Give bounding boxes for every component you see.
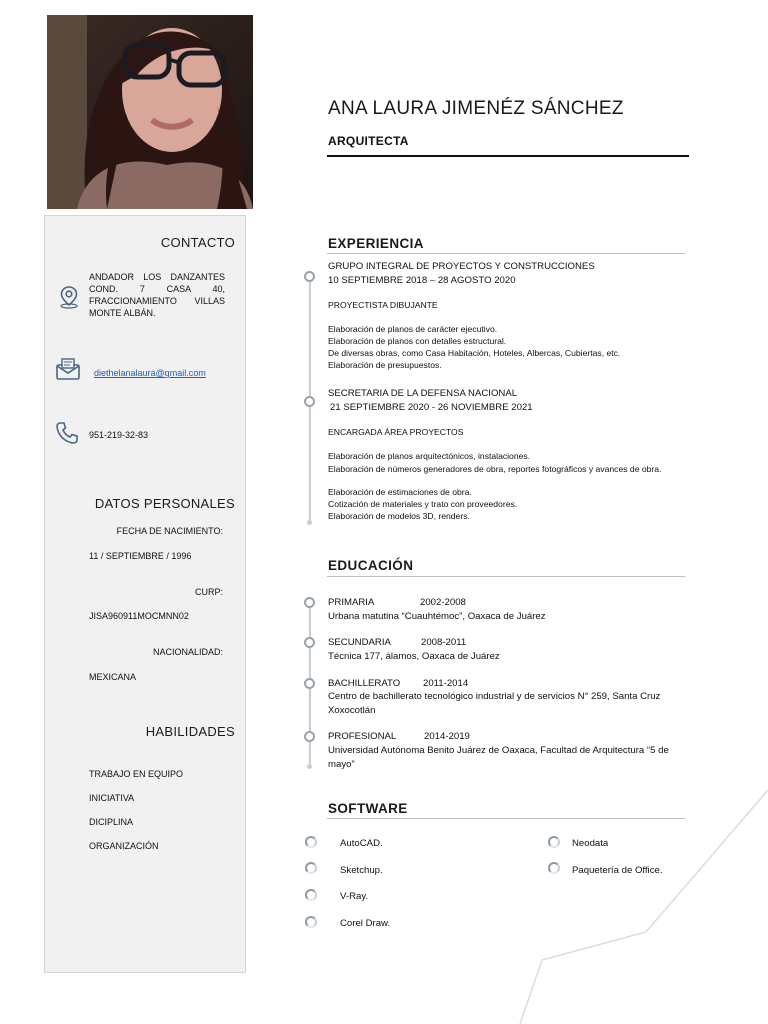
timeline-end — [307, 520, 312, 525]
nationality-value: MEXICANA — [89, 672, 137, 682]
birth-date-value: 11 / SEPTIEMBRE / 1996 — [89, 551, 192, 561]
birth-date-label: FECHA DE NACIMIENTO: — [116, 526, 223, 536]
software-bullet — [305, 916, 317, 928]
job-task: Elaboración de planos de carácter ejecutivo. — [328, 324, 498, 334]
title-divider — [327, 155, 689, 157]
education-school: Urbana matutina “Cuauhtémoc”, Oaxaca de Juárez — [328, 611, 546, 622]
software-bullet — [305, 836, 317, 848]
timeline-dot — [304, 678, 315, 689]
education-years: 2008-2011 — [421, 637, 467, 648]
job-dates: 21 SEPTIEMBRE 2020 - 26 NOVIEMBRE 2021 — [330, 402, 533, 413]
software-title: SOFTWARE — [328, 801, 408, 816]
skill-item: INICIATIVA — [89, 793, 135, 803]
education-years: 2002-2008 — [420, 597, 466, 608]
job-task: Elaboración de números generadores de obra, reportes fotográficos y avances de obra. — [328, 464, 662, 474]
full-name: ANA LAURA JIMENÉZ SÁNCHEZ — [328, 98, 624, 119]
email-link[interactable]: diethelanalaura@gmail.com — [94, 368, 206, 378]
software-item: Sketchup. — [340, 865, 383, 876]
experience-title: EXPERIENCIA — [328, 236, 424, 251]
address-text: ANDADOR LOS DANZANTES COND. 7 CASA 40, FRACCIONAMIENTO VILLAS MONTE ALBÁN. — [89, 272, 225, 318]
education-level: SECUNDARIA — [328, 637, 391, 648]
timeline-dot — [304, 396, 315, 407]
education-years: 2011-2014 — [423, 678, 469, 689]
education-school: Centro de bachillerato tecnológico industrial y de servicios N° 259, Santa Cruz Xoxocotlán — [328, 691, 661, 716]
personal-data-title: DATOS PERSONALES — [94, 496, 235, 511]
software-item: AutoCAD. — [340, 838, 383, 849]
software-item: Corel Draw. — [340, 918, 391, 929]
job-company: SECRETARIA DE LA DEFENSA NACIONAL — [328, 388, 518, 399]
sidebar — [44, 215, 246, 973]
job-dates: 10 SEPTIEMBRE 2018 – 28 AGOSTO 2020 — [328, 275, 516, 286]
skill-item: TRABAJO EN EQUIPO — [89, 769, 184, 779]
job-task: Elaboración de presupuestos. — [328, 360, 442, 370]
phone-text: 951-219-32-83 — [89, 430, 149, 440]
software-bullet — [305, 889, 317, 901]
software-bullet — [305, 862, 317, 874]
education-level: PROFESIONAL — [328, 731, 397, 742]
job-company: GRUPO INTEGRAL DE PROYECTOS Y CONSTRUCCIONES — [328, 261, 595, 272]
job-task: Elaboración de planos con detalles estructural. — [328, 336, 507, 346]
timeline-dot — [304, 597, 315, 608]
job-position: PROYECTISTA DIBUJANTE — [328, 300, 438, 310]
job-task: De diversas obras, como Casa Habitación, Hoteles, Albercas, Cubiertas, etc. — [328, 348, 621, 358]
software-item: Neodata — [572, 838, 609, 849]
education-level: PRIMARIA — [328, 597, 375, 608]
education-school: Universidad Autónoma Benito Juárez de Oaxaca, Facultad de Arquitectura “5 de mayo” — [328, 745, 669, 770]
curp-label: CURP: — [194, 587, 223, 597]
education-school: Técnica 177, álamos, Oaxaca de Juárez — [328, 651, 500, 662]
skills-title: HABILIDADES — [145, 724, 235, 739]
contact-title: CONTACTO — [160, 235, 235, 250]
nationality-label: NACIONALIDAD: — [152, 647, 223, 657]
education-divider — [327, 576, 685, 577]
curp-value: JISA960911MOCMNN02 — [89, 611, 189, 621]
job-task: Elaboración de estimaciones de obra. — [328, 487, 472, 497]
decorative-lines — [500, 780, 768, 1024]
job-task: Elaboración de planos arquitectónicos, instalaciones. — [328, 451, 531, 461]
email-icon — [55, 357, 81, 386]
timeline-dot — [304, 731, 315, 742]
experience-divider — [327, 253, 685, 254]
skill-item: DICIPLINA — [89, 817, 134, 827]
education-years: 2014-2019 — [424, 731, 470, 742]
job-task: Elaboración de modelos 3D, renders. — [328, 511, 470, 521]
skill-item: ORGANIZACIÓN — [89, 841, 159, 851]
location-pin-icon — [58, 285, 80, 314]
timeline-dot — [304, 271, 315, 282]
profile-photo — [47, 15, 253, 209]
phone-icon — [55, 421, 79, 450]
education-level: BACHILLERATO — [328, 678, 401, 689]
job-title: ARQUITECTA — [328, 134, 409, 148]
job-position: ENCARGADA ÁREA PROYECTOS — [328, 427, 464, 437]
job-task: Cotización de materiales y trato con proveedores. — [328, 499, 518, 509]
education-title: EDUCACIÓN — [328, 558, 414, 573]
timeline-end — [307, 764, 312, 769]
software-item: Paquetería de Office. — [572, 865, 663, 876]
timeline-dot — [304, 637, 315, 648]
software-item: V-Ray. — [340, 891, 369, 902]
